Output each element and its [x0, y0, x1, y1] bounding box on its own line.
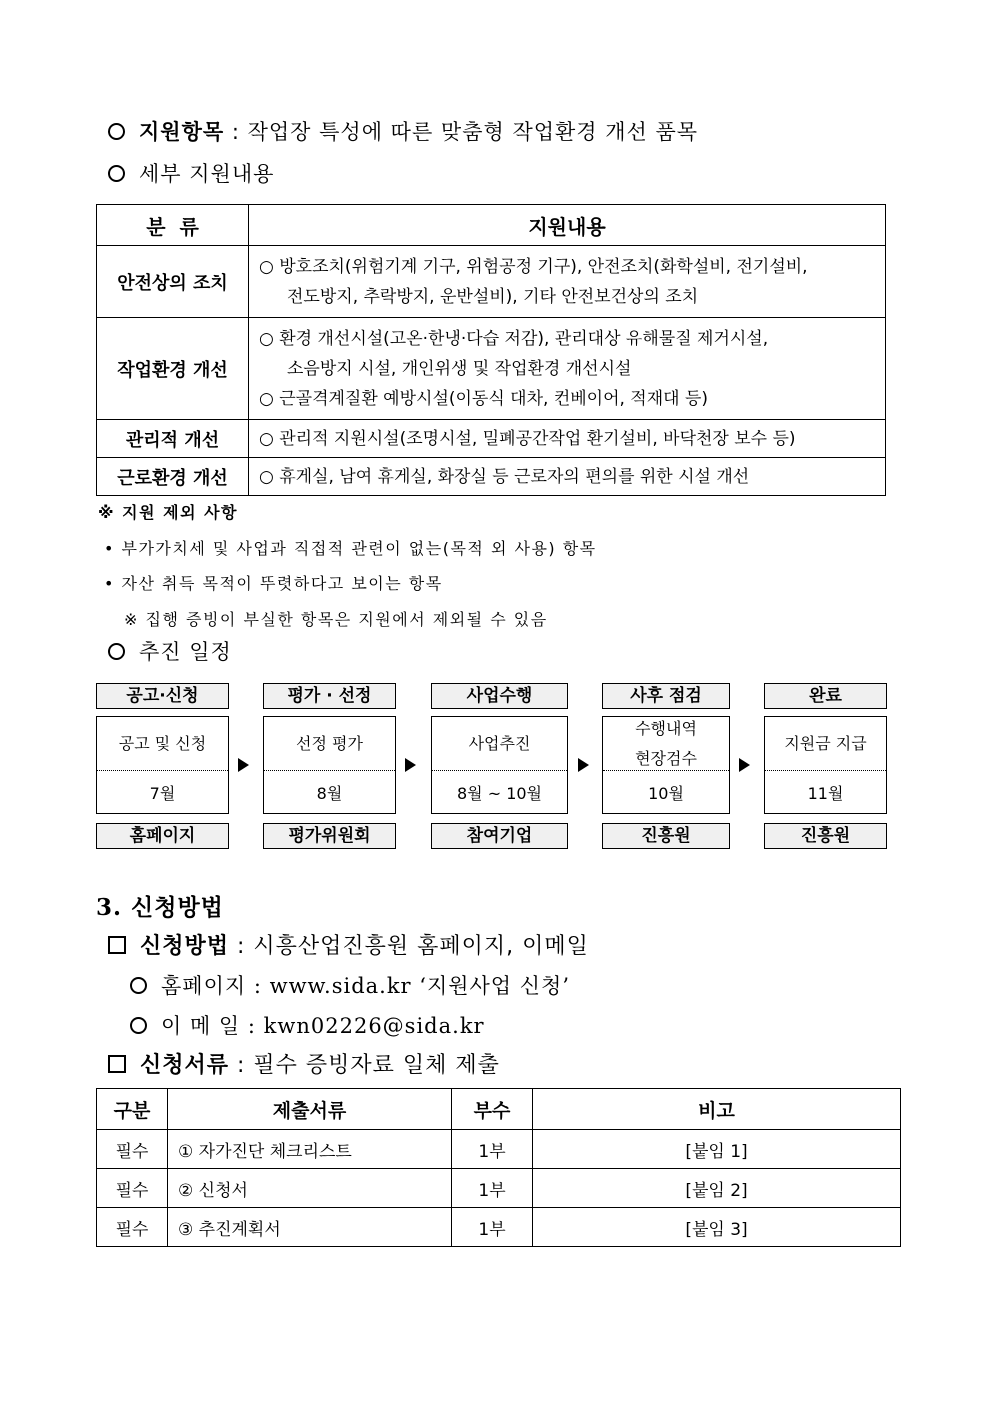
step-task: 수행내역 현장검수	[603, 717, 729, 771]
header-note: 비고	[533, 1089, 901, 1130]
step-month: 11월	[807, 783, 844, 803]
row-note: [붙임 3]	[533, 1208, 901, 1247]
schedule-step	[263, 716, 396, 814]
row-category: 근로환경 개선	[97, 458, 249, 496]
email-line	[130, 1010, 485, 1040]
row-type: 필수	[97, 1208, 168, 1247]
step-task: 지원금 지급	[765, 717, 886, 771]
circle-bullet-icon	[108, 165, 125, 182]
documents-label: 신청서류	[140, 1053, 230, 1078]
homepage-label: 홈페이지	[161, 974, 247, 998]
header-copies: 부수	[452, 1089, 533, 1130]
step-month: 8월 ~ 10월	[456, 783, 543, 803]
homepage-line	[130, 970, 570, 1000]
row-copies: 1부	[452, 1130, 533, 1169]
row-content: ○ 방호조치(위험기계 기구, 위험공정 기구), 안전조치(화학설비, 전기설비, 전도방지, 추락방지, 운반설비), 기타 안전보건상의 조치	[249, 246, 886, 318]
stage-label: 사업수행	[431, 683, 568, 709]
step-task: 공고 및 신청	[97, 717, 228, 771]
support-items-line	[108, 116, 698, 146]
stage-label: 완료	[764, 683, 887, 709]
stage-label: 평가 · 선정	[263, 683, 396, 709]
detail-heading-text: 세부 지원내용	[139, 162, 275, 186]
schedule-step	[764, 716, 887, 814]
documents-table	[96, 1088, 901, 1247]
support-table	[96, 204, 886, 496]
row-category: 관리적 개선	[97, 420, 249, 458]
email-label: 이 메 일	[161, 1014, 241, 1038]
header-type: 구분	[97, 1089, 168, 1130]
table-row	[97, 1169, 901, 1208]
schedule-heading	[108, 636, 232, 666]
homepage-text: : www.sida.kr ‘지원사업 신청’	[253, 974, 571, 998]
step-owner: 진흥원	[764, 823, 887, 849]
support-items-label: 지원항목	[139, 120, 225, 144]
exclusion-note: ※ 집행 증빙이 부실한 항목은 지원에서 제외될 수 있음	[124, 610, 548, 629]
row-content: ○ 환경 개선시설(고온·한냉·다습 저감), 관리대상 유해물질 제거시설, 소음방지 시설, 개인위생 및 작업환경 개선시설 ○ 근골격계질환 예방시설(이동식 대차, 컨베이어, 적재대 등)	[249, 318, 886, 420]
step-month: 8월	[316, 783, 343, 803]
documents-line	[108, 1048, 500, 1079]
arrow-right-icon	[405, 758, 416, 772]
square-bullet-icon	[108, 1055, 126, 1073]
exclusion-item: • 부가가치세 및 사업과 직접적 관련이 없는(목적 외 사용) 항목	[104, 539, 597, 558]
method-label: 신청방법	[140, 934, 230, 959]
step-month: 7월	[149, 783, 176, 803]
row-type: 필수	[97, 1169, 168, 1208]
step-owner: 홈페이지	[96, 823, 229, 849]
table-row	[97, 1208, 901, 1247]
row-category: 작업환경 개선	[97, 318, 249, 420]
row-note: [붙임 1]	[533, 1130, 901, 1169]
row-document: ① 자가진단 체크리스트	[168, 1130, 452, 1169]
email-text: : kwn02226@sida.kr	[247, 1014, 485, 1038]
circle-bullet-icon	[130, 1017, 147, 1034]
method-line	[108, 929, 589, 960]
circle-bullet-icon	[108, 123, 125, 140]
exclusion-item: • 자산 취득 목적이 뚜렷하다고 보이는 항목	[104, 574, 443, 593]
header-category: 분 류	[97, 205, 249, 246]
schedule-heading-text: 추진 일정	[139, 640, 232, 664]
row-note: [붙임 2]	[533, 1169, 901, 1208]
arrow-right-icon	[739, 758, 750, 772]
square-bullet-icon	[108, 936, 126, 954]
table-row	[97, 1130, 901, 1169]
step-task: 선정 평가	[264, 717, 395, 771]
arrow-right-icon	[238, 758, 249, 772]
schedule-step	[602, 716, 730, 814]
step-month: 10월	[648, 783, 684, 803]
schedule-step	[431, 716, 568, 814]
method-text: : 시흥산업진흥원 홈페이지, 이메일	[237, 934, 589, 959]
circle-bullet-icon	[130, 977, 147, 994]
circle-bullet-icon	[108, 643, 125, 660]
step-owner: 진흥원	[602, 823, 730, 849]
header-document: 제출서류	[168, 1089, 452, 1130]
row-document: ③ 추진계획서	[168, 1208, 452, 1247]
exclusion-title: ※ 지원 제외 사항	[98, 503, 239, 522]
header-content: 지원내용	[249, 205, 886, 246]
step-task: 사업추진	[432, 717, 567, 771]
stage-label: 공고·신청	[96, 683, 229, 709]
row-content: ○ 휴게실, 남여 휴게실, 화장실 등 근로자의 편의를 위한 시설 개선	[249, 458, 886, 496]
row-type: 필수	[97, 1130, 168, 1169]
row-copies: 1부	[452, 1208, 533, 1247]
arrow-right-icon	[578, 758, 589, 772]
row-document: ② 신청서	[168, 1169, 452, 1208]
step-owner: 참여기업	[431, 823, 568, 849]
step-owner: 평가위원회	[263, 823, 396, 849]
support-items-text: : 작업장 특성에 따른 맞춤형 작업환경 개선 품목	[231, 120, 699, 144]
stage-label: 사후 점검	[602, 683, 730, 709]
section-title: 3. 신청방법	[96, 894, 224, 921]
detail-heading	[108, 158, 274, 188]
documents-text: : 필수 증빙자료 일체 제출	[237, 1053, 500, 1078]
row-copies: 1부	[452, 1169, 533, 1208]
schedule-step	[96, 716, 229, 814]
row-content: ○ 관리적 지원시설(조명시설, 밀폐공간작업 환기설비, 바닥천장 보수 등)	[249, 420, 886, 458]
row-category: 안전상의 조치	[97, 246, 249, 318]
